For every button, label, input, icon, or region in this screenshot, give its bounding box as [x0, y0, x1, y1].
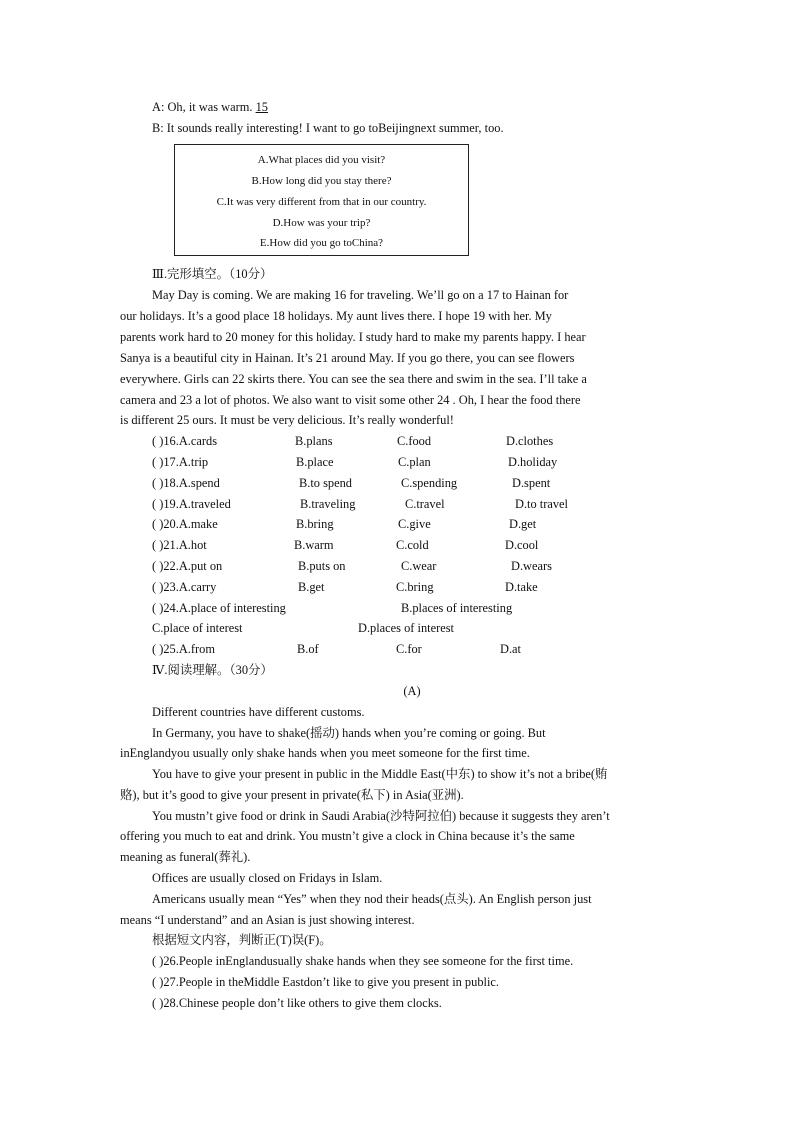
q20-d: D.get [509, 517, 537, 531]
q25-c: C.for [396, 642, 422, 656]
q16-a: ( )16.A.cards [152, 434, 218, 448]
q20-b: B.bring [296, 517, 334, 531]
reading-line-1: Different countries have different customs. [152, 705, 365, 719]
q24-d: D.places of interest [358, 621, 454, 635]
q24-c: C.place of interest [152, 621, 243, 635]
q22-d: D.wears [511, 559, 552, 573]
passage-line-1: May Day is coming. We are making 16 for traveling. We’ll go on a 17 to Hainan for [152, 288, 569, 302]
reading-line-4: You have to give your present in public in the Middle East(中东) to show it’s not a bribe(贿 [152, 767, 608, 781]
dialogue-line-b: B: It sounds really interesting! I want to go toBeijingnext summer, too. [152, 121, 504, 135]
q25-b: B.of [297, 642, 319, 656]
passage-line-5: everywhere. Girls can 22 skirts there. You can see the sea there and swim in the sea. I’ll take a [120, 372, 587, 386]
q22-b: B.puts on [298, 559, 346, 573]
q19-c: C.travel [405, 497, 445, 511]
reading-line-8: meaning as funeral(葬礼). [120, 850, 251, 864]
q19-d: D.to travel [515, 497, 568, 511]
q16-b: B.plans [295, 434, 333, 448]
option-c: C.It was very different from that in our country. [216, 196, 427, 208]
option-e: E.How did you go toChina? [259, 237, 384, 249]
section-3-heading: Ⅲ.完形填空。（10分） [152, 267, 273, 281]
q23-b: B.get [298, 580, 325, 594]
q16-d: D.clothes [506, 434, 554, 448]
q21-a: ( )21.A.hot [152, 538, 207, 552]
reading-line-7: offering you much to eat and drink. You mustn’t give a clock in China because it’s the same [120, 829, 575, 843]
passage-line-4: Sanya is a beautiful city in Hainan. It’s 21 around May. If you go there, you can see flowers [120, 351, 575, 365]
dialogue-a15-text: A: Oh, it was warm. [152, 100, 256, 114]
section-4-heading: Ⅳ.阅读理解。（30分） [152, 663, 273, 677]
tf-item-26: ( )26.People inEnglandusually shake hands when they see someone for the first time. [152, 954, 574, 968]
reading-line-5: 赂), but it’s good to give your present in private(私下) in Asia(亚洲). [120, 788, 464, 802]
q17-b: B.place [296, 455, 334, 469]
passage-line-6: camera and 23 a lot of photos. We also want to visit some other 24 . Oh, I hear the food there [120, 393, 581, 407]
q21-d: D.cool [505, 538, 539, 552]
q16-c: C.food [397, 434, 432, 448]
options-box [174, 144, 469, 256]
q22-c: C.wear [401, 559, 437, 573]
tf-instruction: 根据短文内容，判断正(T)误(F)。 [152, 933, 332, 947]
q22-a: ( )22.A.put on [152, 559, 223, 573]
option-d: D.How was your trip? [272, 217, 371, 229]
q25-a: ( )25.A.from [152, 642, 215, 656]
option-b: B.How long did you stay there? [251, 175, 392, 187]
q19-b: B.traveling [300, 497, 356, 511]
reading-line-11: means “I understand” and an Asian is just showing interest. [120, 913, 415, 927]
q19-a: ( )19.A.traveled [152, 497, 231, 511]
q23-d: D.take [505, 580, 538, 594]
question-16 [152, 433, 217, 449]
q25-d: D.at [500, 642, 521, 656]
q18-b: B.to spend [299, 476, 353, 490]
q17-c: C.plan [398, 455, 431, 469]
reading-line-2: In Germany, you have to shake(摇动) hands when you’re coming or going. But [152, 726, 546, 740]
q20-a: ( )20.A.make [152, 517, 218, 531]
tf-item-27: ( )27.People in theMiddle Eastdon’t like to give you present in public. [152, 975, 499, 989]
q23-c: C.bring [396, 580, 434, 594]
q18-d: D.spent [512, 476, 551, 490]
dialogue-line-a15 [152, 99, 268, 115]
q21-c: C.cold [396, 538, 429, 552]
q24-a: ( )24.A.place of interesting [152, 601, 286, 615]
q20-c: C.give [398, 517, 431, 531]
q21-b: B.warm [294, 538, 334, 552]
tf-item-28: ( )28.Chinese people don’t like others to give them clocks. [152, 996, 442, 1010]
q18-c: C.spending [401, 476, 458, 490]
q18-a: ( )18.A.spend [152, 476, 220, 490]
q17-d: D.holiday [508, 455, 558, 469]
blank-15: 15 [255, 100, 268, 114]
reading-line-6: You mustn’t give food or drink in Saudi Arabia(沙特阿拉伯) because it suggests they aren’t [152, 809, 610, 823]
q24-b: B.places of interesting [401, 601, 513, 615]
reading-line-10: Americans usually mean “Yes” when they nod their heads(点头). An English person just [152, 892, 592, 906]
reading-line-9: Offices are usually closed on Fridays in Islam. [152, 871, 383, 885]
q23-a: ( )23.A.carry [152, 580, 217, 594]
passage-a-label: (A) [403, 684, 421, 698]
passage-line-2: our holidays. It’s a good place 18 holidays. My aunt lives there. I hope 19 with her. My [120, 309, 552, 323]
passage-line-3: parents work hard to 20 money for this holiday. I study hard to make my parents happy. I hear [120, 330, 586, 344]
passage-line-7: is different 25 ours. It must be very delicious. It’s really wonderful! [120, 413, 454, 427]
q17-a: ( )17.A.trip [152, 455, 209, 469]
option-a: A.What places did you visit? [257, 154, 386, 166]
reading-line-3: inEnglandyou usually only shake hands when you meet someone for the first time. [120, 746, 530, 760]
